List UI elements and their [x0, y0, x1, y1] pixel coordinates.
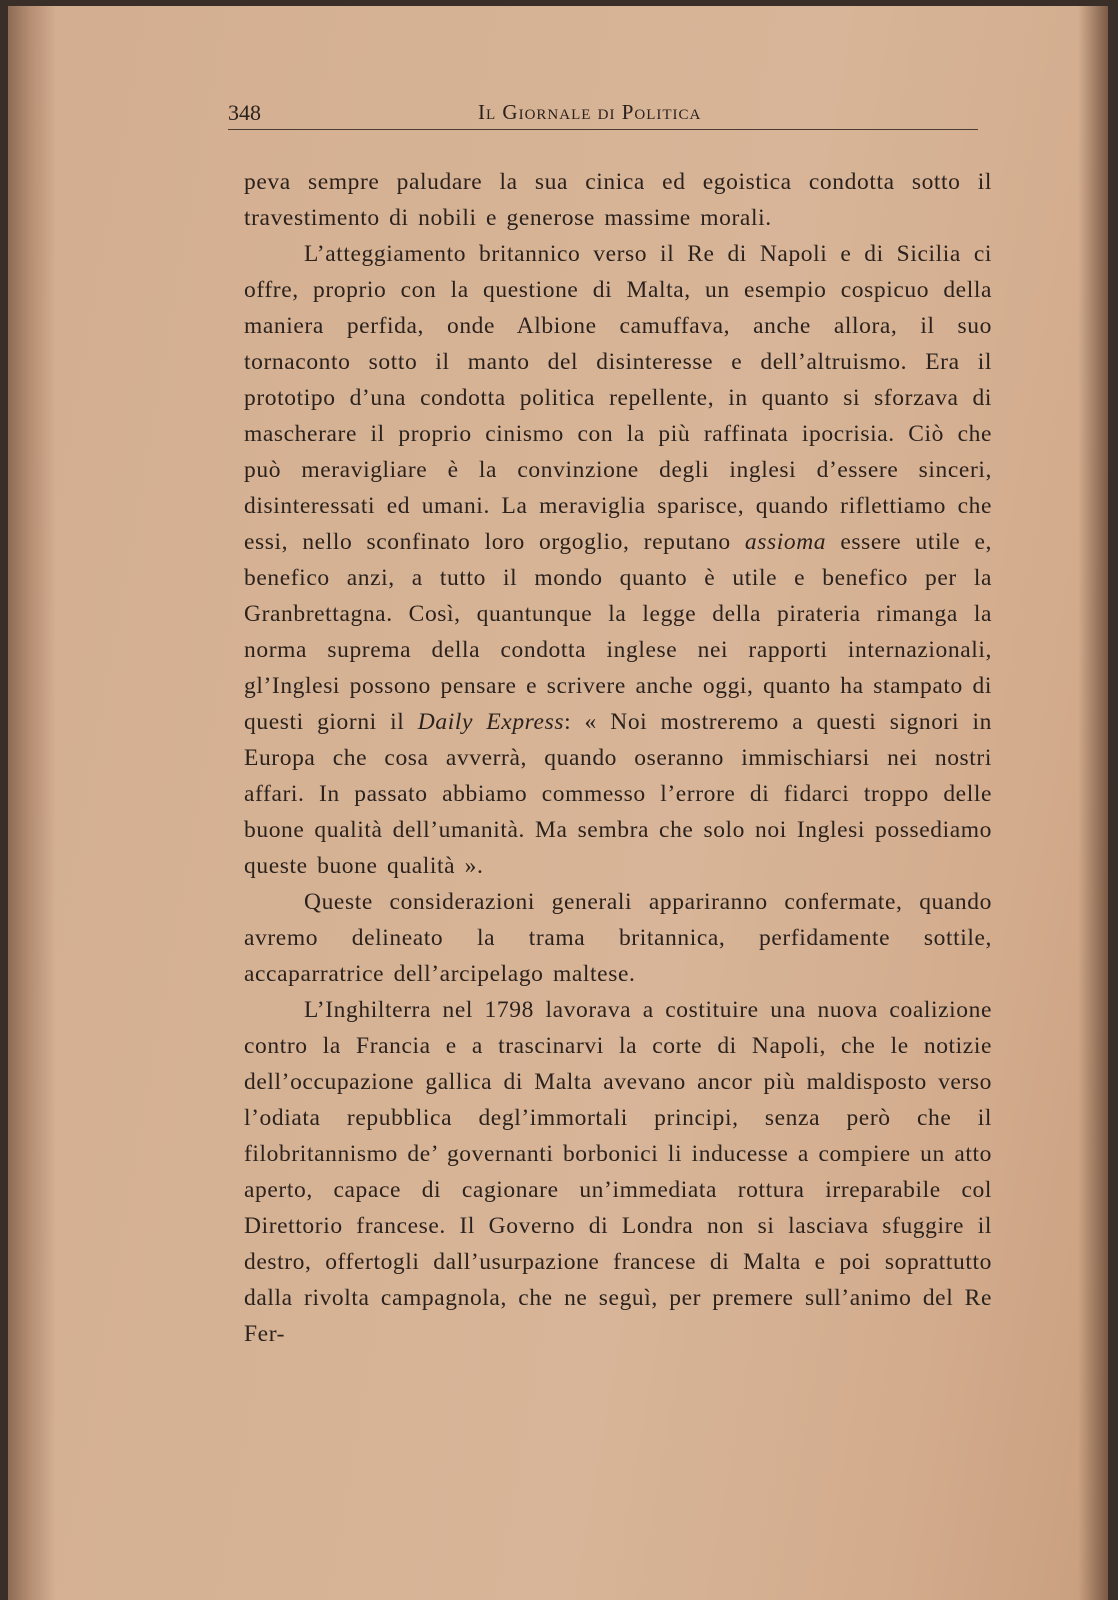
- page-header: [228, 100, 998, 134]
- book-page: [8, 6, 1108, 1600]
- text-segment: L’atteggiamento britannico verso il Re di Napoli e di Sicilia ci offre, proprio con la questione di Malta, un esempio cospicuo della maniera perfida, onde Albione camuffava, anche allora, il suo tornaconto sotto il manto del disinteresse e dell’altruismo. Era il prototipo d’una condotta politica repellente, in quanto si sforzava di mascherare il proprio cinismo con la più raffinata ipocrisia. Ciò che può meravigliare è la convinzione degli inglesi d’essere sinceri, disinteressati ed umani. La meraviglia sparisce, quando riflettiamo che essi, nello sconfinato loro orgoglio, reputano: [244, 241, 992, 555]
- paragraph: [244, 164, 992, 236]
- text-segment: essere utile e, benefico anzi, a tutto il mondo quanto è utile e benefico per la Granbrettagna. Così, quantunque la legge della pirateria rimanga la norma suprema della condotta inglese nei rapporti internazionali, gl’Inglesi possono pensare e scrivere anche oggi, quanto ha stampato di questi giorni il: [244, 529, 992, 735]
- text-segment: Queste considerazioni generali appariranno confermate, quando avremo delineato la trama britannica, perfidamente sottile, accaparratrice dell’arcipelago maltese.: [244, 889, 992, 987]
- text-segment: L’Inghilterra nel 1798 lavorava a costituire una nuova coalizione contro la Francia e a trascinarvi la corte di Napoli, che le notizie dell’occupazione gallica di Malta avevano ancor più maldisposto verso l’odiata repubblica degl’immortali principi, senza però che il filobritannismo de’ governanti borbonici li inducesse a compiere un atto aperto, capace di cagionare un’immediata rottura irreparabile col Direttorio francese. Il Governo di Londra non si lasciava sfuggire il destro, offertogli dall’usurpazione francese di Malta e poi soprattutto dalla rivolta campagnola, che ne seguì, per premere sull’animo del Re Fer-: [244, 997, 992, 1347]
- paragraph: [244, 884, 992, 992]
- newspaper-title: Daily Express: [417, 709, 565, 735]
- page-number: 348: [228, 100, 261, 125]
- body-text: [244, 164, 992, 1352]
- running-title: Il Giornale di Politica: [478, 100, 702, 124]
- header-rule: [228, 129, 978, 130]
- italic-term: assioma: [744, 529, 827, 555]
- text-segment: : « Noi mostreremo a questi signori in Europa che cosa avverrà, quando oseranno immischiarsi nei nostri affari. In passato abbiamo commesso l’errore di fidarci troppo delle buone qualità dell’umanità. Ma sembra che solo noi Inglesi possediamo queste buone qualità ».: [244, 709, 993, 879]
- text-segment: peva sempre paludare la sua cinica ed egoistica condotta sotto il travestimento di nobili e generose massime morali.: [244, 169, 992, 231]
- paragraph: [244, 992, 992, 1352]
- paragraph: [244, 236, 992, 884]
